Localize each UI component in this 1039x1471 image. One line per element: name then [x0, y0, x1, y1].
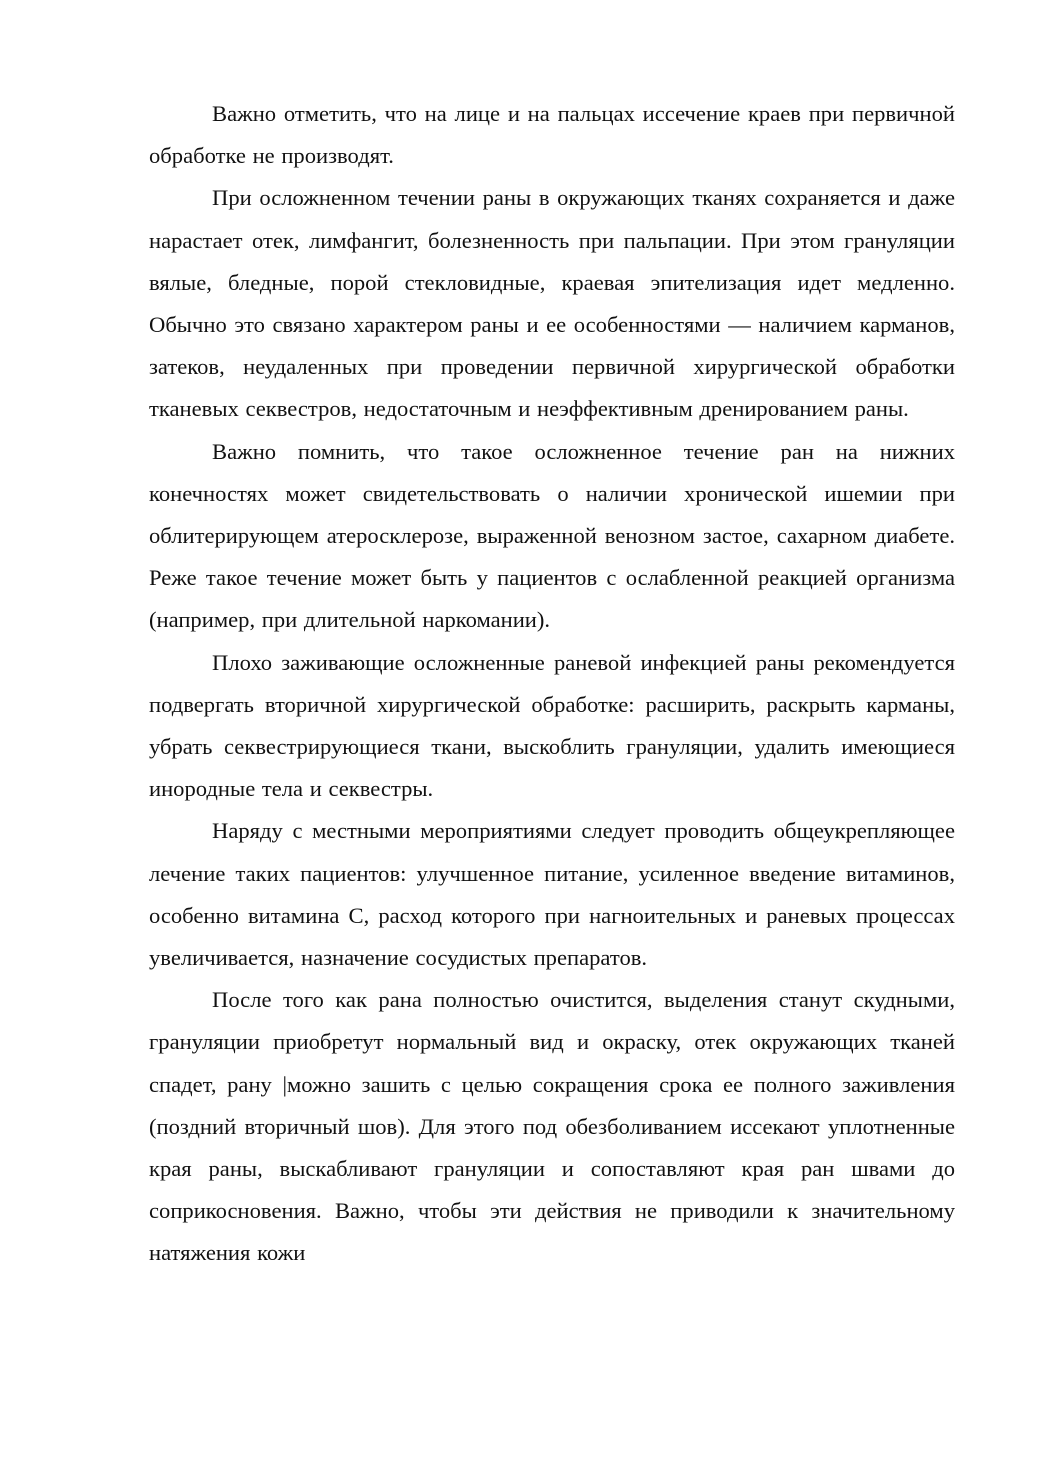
paragraph-4: Плохо заживающие осложненные раневой инфекцией раны рекомендуется подвергать вторичной хирургической обработке: расширить, раскрыть карманы, убрать секвестрирующиеся ткани, выскоблить грануляции, удалить имеющиеся инородные тела и секвестры.: [149, 649, 955, 802]
paragraph-3: Важно помнить, что такое осложненное течение ран на нижних конечностях может свидетельствовать о наличии хронической ишемии при облитерирующем атеросклерозе, выраженной венозном застое, сахарном диабете. Реже такое течение может быть у пациентов с ослабленной реакцией организма (например, при длительной наркомании).: [149, 438, 955, 633]
paragraph-6: После того как рана полностью очистится, выделения станут скудными, грануляции приобретут нормальный вид и окраску, отек окружающих тканей спадет, рану |можно зашить с целью сокращения срока ее полного заживления (поздний вторичный шов). Для этого под обезболиванием иссекают уплотненные края раны, выскабливают грануляции и сопоставляют края ран швами до соприкосновения. Важно, чтобы эти действия не приводили к значительному натяжения кожи: [149, 987, 955, 1266]
body-text: [149, 93, 955, 1275]
paragraph-2: При осложненном течении раны в окружающих тканях сохраняется и даже нарастает отек, лимфангит, болезненность при пальпации. При этом грануляции вялые, бледные, порой стекловидные, краевая эпителизация идет медленно. Обычно это связано характером раны и ее особенностями — наличием карманов, затеков, неудаленных при проведении первичной хирургической обработки тканевых секвестров, недостаточным и неэффективным дренированием раны.: [149, 185, 955, 422]
paragraph-5: Наряду с местными мероприятиями следует проводить общеукрепляющее лечение таких пациентов: улучшенное питание, усиленное введение витаминов, особенно витамина С, расход которого при нагноительных и раневых процессах увеличивается, назначение сосудистых препаратов.: [149, 818, 955, 971]
paragraph-1: Важно отметить, что на лице и на пальцах иссечение краев при первичной обработке не производят.: [149, 101, 955, 169]
